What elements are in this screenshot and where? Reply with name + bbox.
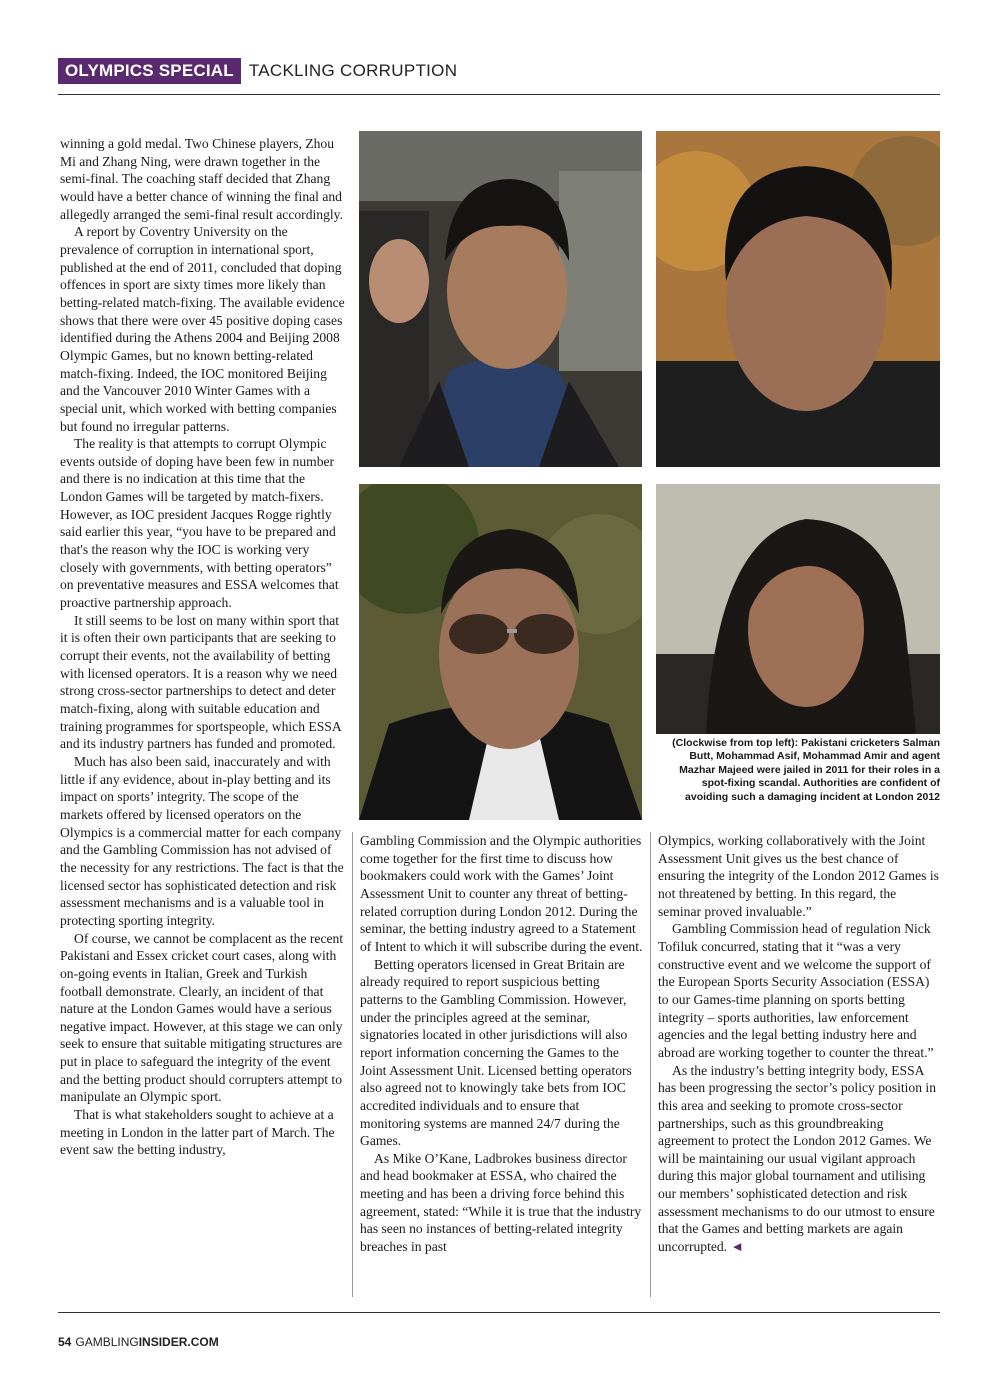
section-subtitle: TACKLING CORRUPTION	[248, 61, 458, 80]
site-prefix: GAMBLING	[75, 1335, 139, 1349]
column-divider	[352, 832, 353, 1297]
end-mark-icon: ◄	[730, 1239, 744, 1255]
paragraph: It still seems to be lost on many within sport that it is often their own participants that are seeking to corrupt their events, not the availability of betting with licensed operators. It is a reason why we need strong cross-sector partnerships to detect and deter match-fixing, along with suitable education and training programmes for sportspeople, which ESSA and its industry partners has funded and promoted.	[60, 612, 341, 752]
paragraph: winning a gold medal. Two Chinese players, Zhou Mi and Zhang Ning, were drawn together in the semi-final. The coaching staff decided that Zhang would have a better chance of winning the final and allegedly arranged the semi-final result accordingly.	[60, 136, 343, 222]
article-column-2	[360, 832, 643, 1256]
site-suffix: .COM	[187, 1335, 219, 1349]
top-rule	[58, 94, 940, 95]
paragraph: Much has also been said, inaccurately and with little if any evidence, about in-play betting and its impact on sports’ integrity. The scope of the markets offered by licensed operators on the Olympics is a commercial matter for each company and the Gambling Commission has not advised of the necessity for any restrictions. The fact is that the licensed sector has sophisticated detection and risk assessment mechanisms and is a valuable tool in protecting sporting integrity.	[60, 753, 344, 928]
paragraph: The reality is that attempts to corrupt Olympic events outside of doping have been few in number and there is no indication at this time that the London Games will be targeted by match-fixers. However, as IOC president Jacques Rogge rightly said earlier this year, “you have to be prepared and that's the reason why the IOC is working very closely with governments, with betting operators” on preventative measures and ESSA welcomes that proactive partnership approach.	[60, 436, 339, 611]
photo-caption: (Clockwise from top left): Pakistani cricketers Salman Butt, Mohammad Asif, Mohammad Amir and agent Mazhar Majeed were jailed in 2011 for their roles in a spot-fixing scandal. Authorities are confident of avoiding such a damaging incident at London 2012	[672, 737, 940, 803]
bottom-rule	[58, 1312, 940, 1313]
paragraph: Gambling Commission head of regulation Nick Tofiluk concurred, stating that it “was a very constructive event and we welcome the support of the European Sports Security Association (ESSA) to our Games-time planning on sports betting integrity – sports authorities, law enforcement agencies and the legal betting industry here and abroad are working together to counter the threat.”	[658, 921, 934, 1060]
page-number: 54	[58, 1335, 72, 1349]
paragraph: Of course, we cannot be complacent as the recent Pakistani and Essex cricket court cases, along with on-going events in Italian, Greek and Turkish football demonstrate. Clearly, an incident of that nature at the London Games would have a serious negative impact. However, at this stage we can only seek to ensure that suitable mitigating structures are put in place to safeguard the integrity of the event and the betting product should corrupters attempt to manipulate an Olympic sport.	[60, 930, 344, 1105]
paragraph: A report by Coventry University on the prevalence of corruption in international sport, published at the end of 2011, concluded that doping offences in sport are sixty times more likely than betting-related match-fixing. The available evidence shows that there were over 45 positive doping cases identified during the Athens 2004 and Beijing 2008 Olympic Games, but no known betting-related match-fixing. Indeed, the IOC monitored Beijing and the Vancouver 2010 Winter Games with a special unit, which worked with betting companies but found no irregular patterns.	[60, 224, 345, 434]
photo-mohammad-amir	[656, 484, 940, 734]
section-tag: OLYMPICS SPECIAL	[58, 58, 241, 84]
photo-mazhar-majeed	[359, 484, 642, 820]
article-column-3	[658, 832, 940, 1256]
column-divider	[650, 832, 651, 1297]
site-bold: INSIDER	[138, 1335, 188, 1349]
page-footer	[58, 1335, 219, 1349]
paragraph: As Mike O’Kane, Ladbrokes business director and head bookmaker at ESSA, who chaired the meeting and has been a driving force behind this agreement, stated: “While it is true that the industry has seen no instances of betting-related integrity breaches in past	[360, 1150, 642, 1255]
paragraph-text: As the industry’s betting integrity body, ESSA has been progressing the sector’s policy position in this area and seeking to promote cross-sector partnerships, such as this groundbreaking agreement to protect the London 2012 Games. We will be maintaining our usual vigilant approach during this major global tournament and utilising our members’ sophisticated detection and risk assessment mechanisms to do our utmost to ensure that the Games and betting markets are again uncorrupted.	[658, 1062, 936, 1255]
paragraph: Olympics, working collaboratively with the Joint Assessment Unit gives us the best chance of ensuring the integrity of the London 2012 Games is not threatened by betting. In this regard, the seminar proved invaluable.”	[658, 833, 939, 919]
section-header	[58, 57, 457, 85]
photo-mohammad-asif	[656, 131, 940, 467]
paragraph: Gambling Commission and the Olympic authorities come together for the first time to discuss how bookmakers could work with the Games’ Joint Assessment Unit to counter any threat of betting-related corruption during London 2012. During the seminar, the betting industry agreed to a Statement of Intent to which it will subscribe during the event.	[360, 833, 643, 954]
photo-salman-butt	[359, 131, 642, 467]
paragraph: Betting operators licensed in Great Britain are already required to report suspicious betting patterns to the Gambling Commission. However, under the principles agreed at the seminar, signatories located in other jurisdictions will also report information concerning the Games to the Joint Assessment Unit. Licensed betting operators also agreed not to knowingly take bets from IOC accredited individuals and to ensure that monitoring systems are manned 24/7 during the Games.	[360, 956, 632, 1149]
paragraph: That is what stakeholders sought to achieve at a meeting in London in the latter part of March. The event saw the betting industry,	[60, 1107, 335, 1158]
article-column-1	[60, 135, 345, 1159]
paragraph-final	[658, 1062, 940, 1256]
